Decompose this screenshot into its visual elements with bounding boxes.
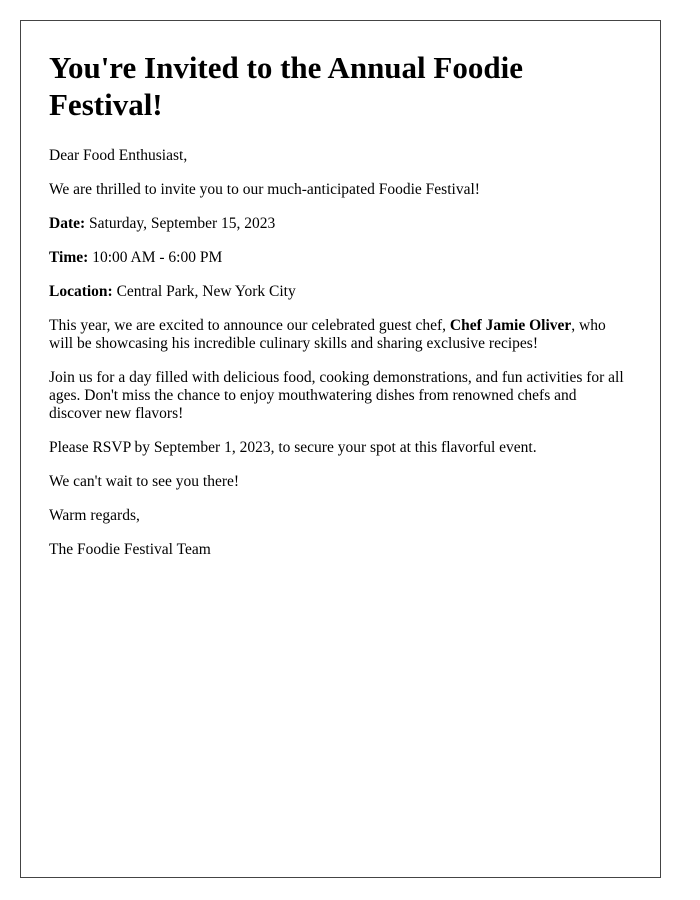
activities-paragraph: Join us for a day filled with delicious food, cooking demonstrations, and fun activities for all ages. Don't miss the chance to enjoy mouthwatering dishes from renowned chefs and discover new flavors! (49, 369, 624, 422)
signature: The Foodie Festival Team (49, 541, 211, 558)
invitation-letter (20, 20, 661, 878)
letter-title: You're Invited to the Annual Foodie Festival! (49, 50, 523, 122)
date-value: Saturday, September 15, 2023 (85, 215, 276, 232)
date-label: Date: (49, 215, 86, 232)
time-label: Time: (49, 249, 89, 266)
event-date (49, 215, 632, 233)
time-value: 10:00 AM - 6:00 PM (88, 249, 223, 266)
guest-chef-details: , who will be showcasing his incredible culinary skills and sharing exclusive recipes! (49, 317, 606, 352)
greeting: Dear Food Enthusiast, (49, 147, 188, 164)
intro-paragraph: We are thrilled to invite you to our much-anticipated Foodie Festival! (49, 181, 480, 198)
location-label: Location: (49, 283, 113, 300)
guest-chef-paragraph (49, 317, 632, 353)
event-location (49, 283, 632, 301)
closing-line: We can't wait to see you there! (49, 473, 240, 490)
event-time (49, 249, 632, 267)
rsvp-paragraph: Please RSVP by September 1, 2023, to secure your spot at this flavorful event. (49, 439, 537, 456)
signoff: Warm regards, (49, 507, 140, 524)
location-value: Central Park, New York City (112, 283, 296, 300)
guest-chef-name: Chef Jamie Oliver (449, 317, 572, 334)
guest-chef-intro: This year, we are excited to announce our celebrated guest chef, (49, 317, 450, 334)
